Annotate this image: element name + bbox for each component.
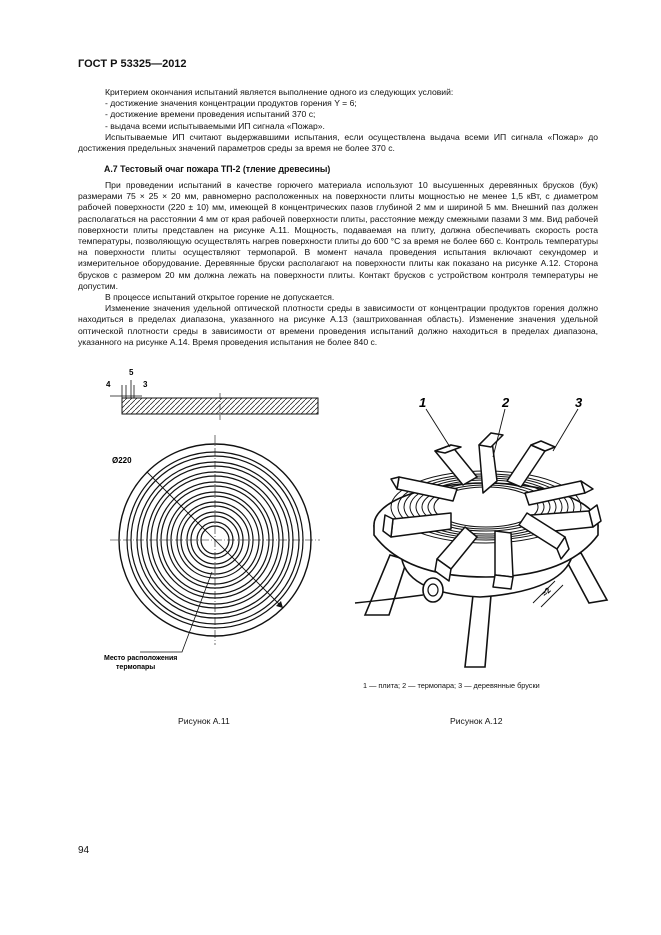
- plate-cross-section: [110, 380, 318, 420]
- paragraph-2: В процессе испытаний открытое горение не допускается.: [105, 292, 335, 303]
- figure-a12-caption: Рисунок А.12: [450, 716, 503, 726]
- thermocouple-label: Место расположения: [104, 655, 178, 662]
- figure-a11: [90, 360, 330, 690]
- figure-a12-legend: 1 — плита; 2 — термопара; 3 — деревянные бруски: [363, 681, 540, 690]
- criteria-item: - достижение времени проведения испытаний 370 с;: [105, 109, 316, 120]
- dimension-4: 4: [106, 380, 111, 389]
- plate-grooves-top-view: [110, 435, 320, 645]
- page-number: 94: [78, 845, 90, 856]
- section-title: А.7 Тестовый очаг пожара ТП-2 (тление древесины): [104, 164, 331, 174]
- body-text: [78, 180, 598, 348]
- thermocouple-label: термопары: [116, 664, 156, 671]
- page-header: ГОСТ Р 53325—2012: [78, 58, 187, 70]
- criteria-block: [78, 87, 598, 154]
- criteria-item: - достижение значения концентрации продуктов горения Y = 6;: [105, 98, 357, 109]
- dimension-5: 5: [129, 368, 134, 377]
- figure-a11-caption: Рисунок А.11: [178, 716, 230, 726]
- diameter-label: Ø220: [112, 456, 132, 465]
- label-1: 1: [419, 395, 427, 410]
- label-2: 2: [502, 395, 510, 410]
- paragraph-3: Изменение значения удельной оптической плотности среды в зависимости от концентрации продуктов горения должно находиться в пределах диапазона, указанного на рисунке А.13 (заштрихованная область). Изменение значения удельной оптической плотности среды в зависимости от времени проведения испытаний должно находиться в пределах диапазона, указанного на рисунке А.14. Время проведения испытания не более 840 с.: [78, 303, 598, 347]
- dimension-3: 3: [143, 380, 148, 389]
- criteria-passed: Испытываемые ИП считают выдержавшими испытания, если осуществлена выдача всеми ИП сигнала «Пожар» до достижения предельных значений параметров среды за время не более 370 с.: [78, 131, 598, 154]
- dimension-label: ≈2: [540, 585, 553, 599]
- figure-a12: [345, 385, 615, 675]
- label-3: 3: [575, 395, 583, 410]
- criteria-intro: Критерием окончания испытаний является выполнение одного из следующих условий:: [105, 87, 454, 97]
- paragraph-1: При проведении испытаний в качестве горючего материала используют 10 высушенных деревянных брусков (бук) размерами 75 × 25 × 20 мм, равномерно расположенных на поверхности плиты мощностью не менее 1,5 кВт, с диаметром рабочей поверхности (220 ± 10) мм, имеющей 8 концентрических пазов глубиной 2 мм и шириной 5 мм. Внешний паз должен располагаться на расстоянии 4 мм от края рабочей поверхности плиты, расстояние между смежными пазами 3 мм. Вид рабочей поверхности плиты представлен на рисунке А.11. Мощность, подаваемая на плиту, должна обеспечивать скорость роста температуры, позволяющую осуществлять нагрев поверхности плиты до 600 °С за время не более 660 с. Контроль температуры на поверхности плиты осуществляют термопарой. В момент начала проведения испытания включают секундомер и измерительное оборудование. Деревянные бруски располагают на поверхности плиты как показано на рисунке А.12. Сторона брусков с размером 20 мм должна лежать на поверхности плиты. Контакт брусков с устройством контроля температуры не допустим.: [78, 180, 598, 291]
- criteria-item: - выдача всеми испытываемыми ИП сигнала «Пожар».: [105, 120, 325, 131]
